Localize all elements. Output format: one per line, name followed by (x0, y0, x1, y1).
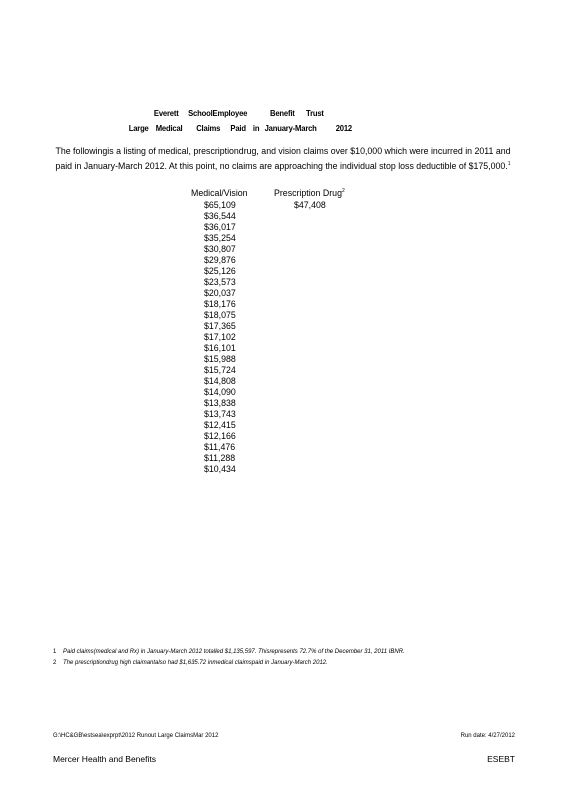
medical-claim-amount: $23,573 (204, 277, 236, 287)
footnote-text: Paid claims(medical and Rx) in January-March 2012 totalled $1,135,597. Thisrepresents 72.7% of the December 31, 2011 IBNR. (63, 649, 405, 655)
medical-claim-amount: $25,126 (204, 266, 236, 276)
medical-claim-amount: $12,166 (204, 431, 236, 441)
title-word: SchoolEmployee (188, 108, 248, 118)
rx-claim-amount: $47,408 (294, 200, 326, 210)
medical-claim-amount: $13,743 (204, 409, 236, 419)
file-path: G:\HC&GB\estsea\exprpt\2012 Runout Large ClaimsMar 2012 (53, 733, 219, 739)
medical-claim-amount: $20,037 (204, 288, 236, 298)
title-word: Trust (306, 108, 324, 118)
medical-claim-amount: $14,808 (204, 376, 236, 386)
medical-claim-amount: $65,109 (204, 200, 236, 210)
medical-claim-amount: $10,434 (204, 464, 236, 474)
medical-claim-amount: $16,101 (204, 343, 236, 353)
medical-claims-list (204, 200, 236, 475)
medical-claim-amount: $36,017 (204, 222, 236, 232)
footnote-1 (53, 649, 405, 655)
rx-claims-list (294, 200, 326, 211)
client-code: ESEBT (487, 754, 515, 764)
title-word: 2012 (335, 123, 352, 133)
medical-claim-amount: $13,838 (204, 398, 236, 408)
footnote-number: 2 (53, 660, 57, 666)
title-word: in (252, 123, 260, 133)
title-word: January-March (264, 123, 317, 133)
medical-claim-amount: $14,090 (204, 387, 236, 397)
title-word: Large (128, 123, 149, 133)
footnote-text: The prescriptiondrug high claimantalso had $1,635.72 inmedical claimspaid in January-March 2012. (63, 660, 328, 666)
medical-claim-amount: $11,476 (204, 442, 236, 452)
medical-claim-amount: $15,724 (204, 365, 236, 375)
medical-claim-amount: $36,544 (204, 211, 236, 221)
medical-claim-amount: $12,415 (204, 420, 236, 430)
prescription-drug-header (274, 188, 345, 198)
medical-claim-amount: $35,254 (204, 233, 236, 243)
medical-claim-amount: $30,807 (204, 244, 236, 254)
title-word: Paid (230, 123, 246, 133)
intro-paragraph (55, 145, 511, 172)
medical-claim-amount: $15,988 (204, 354, 236, 364)
intro-text: The followingis a listing of medical, prescriptiondrug, and vision claims over $10,000 which were incurred in 2011 and paid in January-March 2012. At this point, no claims are approaching the individual stop loss deductible of $175,000. (55, 146, 511, 171)
footnote-number: 1 (53, 649, 57, 655)
prescription-drug-header-label: Prescription Drug (274, 188, 342, 198)
footnote-marker: 1 (507, 160, 511, 167)
run-date: Run date: 4/27/2012 (460, 733, 515, 739)
footnote-2 (53, 660, 328, 666)
company-name: Mercer Health and Benefits (53, 754, 156, 764)
medical-claim-amount: $17,365 (204, 321, 236, 331)
title-word: Medical (155, 123, 183, 133)
footnote-marker: 2 (341, 188, 345, 195)
medical-claim-amount: $17,102 (204, 332, 236, 342)
title-word: Claims (196, 123, 221, 133)
medical-vision-header: Medical/Vision (191, 188, 248, 198)
medical-claim-amount: $29,876 (204, 255, 236, 265)
medical-claim-amount: $18,075 (204, 310, 236, 320)
medical-claim-amount: $11,288 (204, 453, 236, 463)
title-word: Everett (153, 108, 179, 118)
medical-claim-amount: $18,176 (204, 299, 236, 309)
title-word: Benefit (270, 108, 295, 118)
